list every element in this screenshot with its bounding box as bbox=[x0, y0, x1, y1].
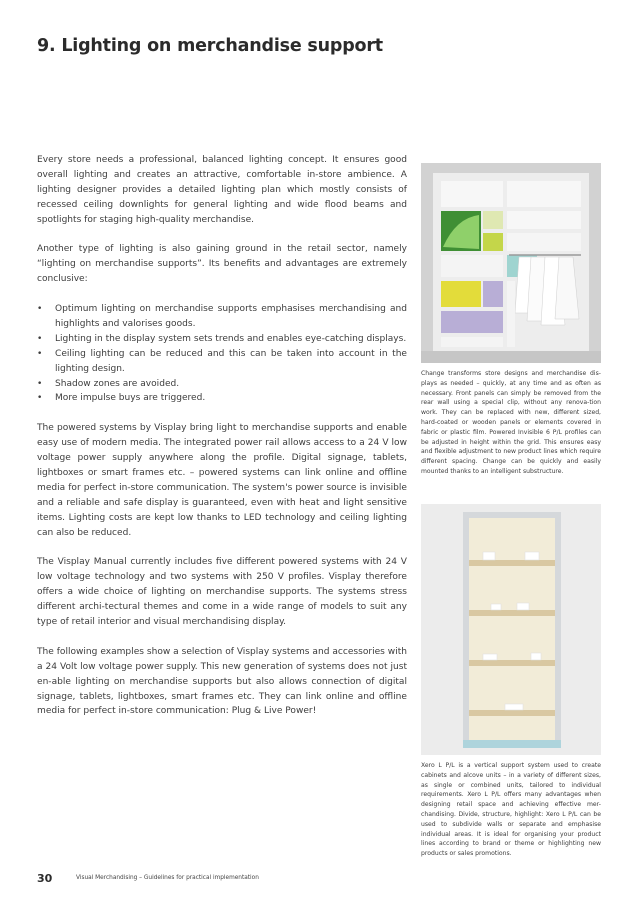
footer-text: Visual Merchandising – Guidelines for practical implementation bbox=[76, 875, 259, 881]
wall-display-caption: Change transforms store designs and merchandise dis-plays as needed – quickly, at any time and as often as necessary. Front panels can simply be removed from the rear wall using a special clip, without any renova-tion work. They can be replaced with new, different sized, hard-coated or wooden panels or elements covered in fabric or plastic film. Powered Invisible 6 P/L profiles can be adjusted in height within the grid. This ensures easy and flexible adjustment to new product lines which require different spacing. Change can be quickly and easily mounted thanks to an intelligent substructure. bbox=[421, 370, 601, 475]
powered-systems-paragraph: The powered systems by Visplay bring light to merchandise supports and enable easy use of modern media. The integrated power rail allows access to a 24 V low voltage power supply anywhere along the profile. Digital signage, tablets, lightboxes or smart frames etc. – powered systems can link online and offline media for perfect in-store communication. The system's power source is invisible and a reliable and safe display is guaranteed, even with heat and light sensitive items. Lighting costs are kept low thanks to LED technology and ceiling lighting can also be reduced. bbox=[37, 423, 407, 538]
examples-paragraph: The following examples show a selection of Visplay systems and accessories with a 24 Volt low voltage power supply. This new generation of systems does not just en-able lighting on merchandise supports but also allows connection of digital signage, tablets, lightboxes, smart frames etc. They can link online and offline media for perfect in-store communication: Plug & Live Power! bbox=[37, 646, 407, 717]
bullet-icon: • bbox=[37, 393, 43, 404]
list-item: • Ceiling lighting can be reduced and this can be taken into account in the lighting design. bbox=[37, 348, 407, 374]
bullet-icon: • bbox=[37, 333, 43, 344]
list-item: • Optimum lighting on merchandise supports emphasises merchandising and highlights and valorises goods. bbox=[37, 304, 407, 329]
wall-display-photo bbox=[421, 163, 601, 363]
benefits-list bbox=[37, 302, 407, 406]
shelf-cabinet-photo bbox=[421, 504, 601, 755]
intro-paragraph: Every store needs a professional, balanced lighting concept. It ensures good overall lighting and creates an attractive, comfortable in-store ambience. A lighting designer provides a detailed lighting plan which mostly consists of recessed ceiling downlights for general lighting and wide flood beams and spotlights for staging high-quality merchandise. bbox=[37, 155, 407, 225]
bullet-icon: • bbox=[37, 304, 43, 315]
lighting-paragraph: Another type of lighting is also gaining ground in the retail sector, namely “lighting on merchandise supports”. Its benefits and advantages are extremely conclusive: bbox=[37, 244, 407, 285]
bullet-icon: • bbox=[37, 378, 43, 389]
page-title: 9. Lighting on merchandise support bbox=[37, 36, 383, 56]
shelf-cabinet-illustration bbox=[421, 504, 601, 755]
main-text-column bbox=[37, 153, 407, 734]
list-item: • Lighting in the display system sets trends and enables eye-catching displays. bbox=[37, 332, 407, 347]
shelf-cabinet-caption: Xero L P/L is a vertical support system used to create cabinets and alcove units – in a variety of different sizes, as single or combined units, tailored to individual requirements. Xero L P/L offers many advantages when designing retail space and achieving effective mer-chandising. Divide, structure, highlight: Xero L P/L can be used to subdivide walls or separate and emphasise individual areas. It is ideal for organising your product lines according to brand or theme or highlighting new products or sales promotions. bbox=[421, 762, 601, 858]
bullet-icon: • bbox=[37, 348, 43, 359]
page-number: 30 bbox=[37, 872, 53, 885]
wall-display-illustration bbox=[421, 163, 601, 363]
list-item: • Shadow zones are avoided. bbox=[37, 377, 407, 392]
manual-paragraph: The Visplay Manual currently includes five different powered systems with 24 V low voltage technology and two systems with 250 V profiles. Visplay therefore offers a wide choice of lighting on merchandise supports. The systems stress different archi-tectural themes and come in a wide range of models to suit any type of retail interior and visual merchandising display. bbox=[37, 557, 407, 628]
list-item: • More impulse buys are triggered. bbox=[37, 391, 407, 406]
